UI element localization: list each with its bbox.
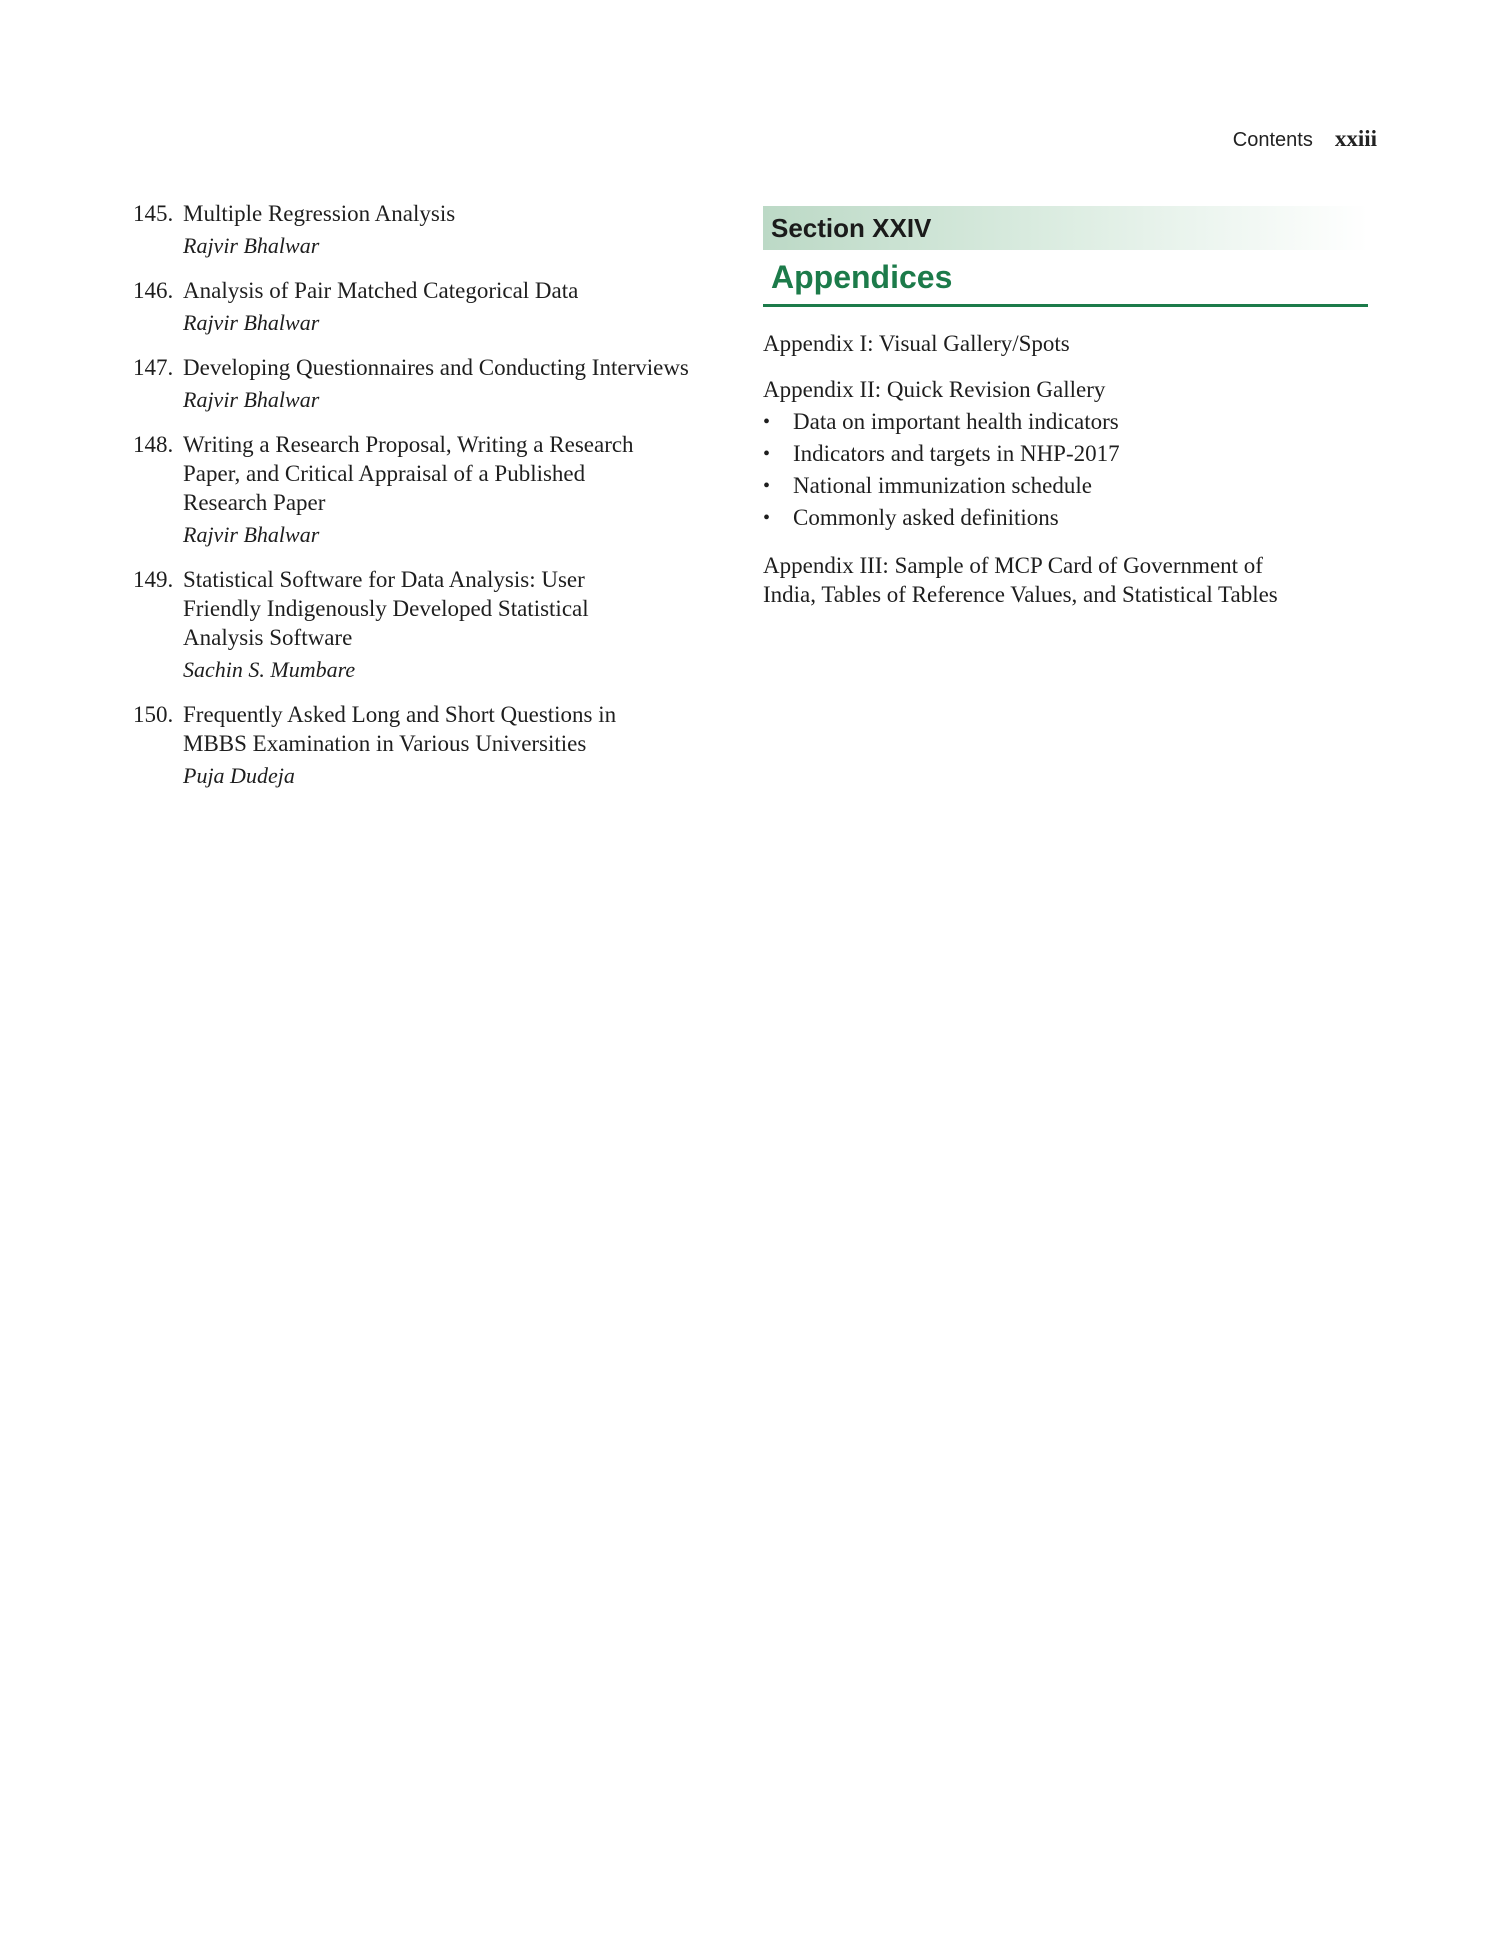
bullet-icon: • xyxy=(763,411,771,433)
entry-author: Rajvir Bhalwar xyxy=(183,233,320,258)
list-item xyxy=(763,406,1368,438)
appendix-3-line: Appendix III: Sample of MCP Card of Government of xyxy=(763,553,1263,578)
entry-number: 149. xyxy=(133,567,174,592)
toc-entry-145 xyxy=(133,199,753,260)
entry-title: Analysis of Pair Matched Categorical Data xyxy=(183,278,579,303)
entry-author: Rajvir Bhalwar xyxy=(183,387,320,412)
bullet-text: National immunization schedule xyxy=(793,473,1092,498)
bullet-icon: • xyxy=(763,507,771,529)
page-number: xxiii xyxy=(1334,126,1377,151)
entry-author: Rajvir Bhalwar xyxy=(183,310,320,335)
toc-right-column xyxy=(763,206,1368,609)
appendix-1: Appendix I: Visual Gallery/Spots xyxy=(763,331,1070,356)
bullet-icon: • xyxy=(763,443,771,465)
toc-left-column xyxy=(133,199,753,806)
entry-title-line: Writing a Research Proposal, Writing a Research xyxy=(183,432,634,457)
entry-title-line: Statistical Software for Data Analysis: User xyxy=(183,567,585,592)
bullet-text: Data on important health indicators xyxy=(793,409,1119,434)
entry-number: 148. xyxy=(133,432,174,457)
entry-author: Puja Dudeja xyxy=(183,763,295,788)
entry-title-line: MBBS Examination in Various Universities xyxy=(183,731,587,756)
appendix-3 xyxy=(763,551,1368,609)
entry-number: 146. xyxy=(133,278,174,303)
list-item xyxy=(763,438,1368,470)
toc-entry-148 xyxy=(133,430,753,549)
toc-entry-149 xyxy=(133,565,753,684)
entry-title: Multiple Regression Analysis xyxy=(183,201,456,226)
list-item xyxy=(763,470,1368,502)
entry-author: Sachin S. Mumbare xyxy=(183,657,356,682)
entry-title-line: Paper, and Critical Appraisal of a Published xyxy=(183,461,586,486)
appendix-2-bullet-list xyxy=(763,406,1368,534)
appendix-2: Appendix II: Quick Revision Gallery xyxy=(763,377,1106,402)
list-item xyxy=(763,502,1368,534)
entry-number: 147. xyxy=(133,355,174,380)
entry-title-line: Analysis Software xyxy=(183,625,353,650)
entry-author: Rajvir Bhalwar xyxy=(183,522,320,547)
bullet-text: Indicators and targets in NHP-2017 xyxy=(793,441,1120,466)
section-band xyxy=(763,206,1368,250)
appendix-3-line: India, Tables of Reference Values, and Statistical Tables xyxy=(763,582,1278,607)
bullet-text: Commonly asked definitions xyxy=(793,505,1059,530)
running-head-label: Contents xyxy=(1232,129,1313,151)
section-label: Section XXIV xyxy=(771,212,932,243)
toc-entry-150 xyxy=(133,700,753,790)
running-head xyxy=(1233,126,1377,152)
entry-number: 150. xyxy=(133,702,174,727)
entry-title-line: Frequently Asked Long and Short Questions in xyxy=(183,702,617,727)
entry-number: 145. xyxy=(133,201,174,226)
bullet-icon: • xyxy=(763,475,771,497)
entry-title-line: Research Paper xyxy=(183,490,326,515)
entry-title: Developing Questionnaires and Conducting Interviews xyxy=(183,355,689,380)
section-heading: Appendices xyxy=(763,250,1368,307)
entry-title-line: Friendly Indigenously Developed Statistical xyxy=(183,596,589,621)
toc-entry-147 xyxy=(133,353,753,414)
toc-entry-146 xyxy=(133,276,753,337)
